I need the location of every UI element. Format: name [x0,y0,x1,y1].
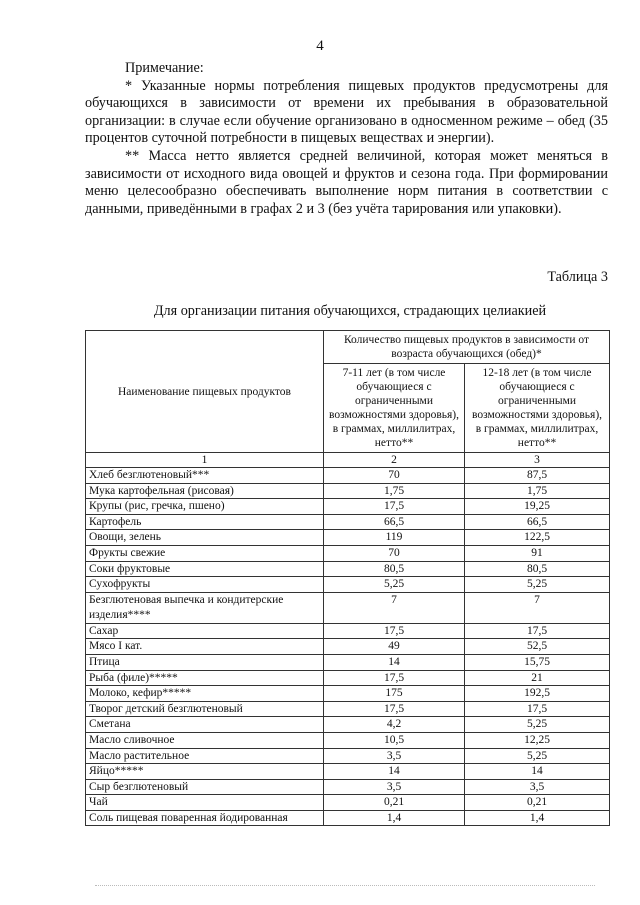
food-norms-table [85,330,610,826]
value-7-11-cell: 17,5 [324,670,465,686]
note-paragraph-1: * Указанные нормы потребления пищевых продуктов предусмотрены для обучающихся в зависимости от времени их пребывания в образовательной организации: в случае если обучение организовано в односменном режиме – обед (35 процентов суточной потребности в пищевых веществах и энергии). [85,77,608,147]
value-12-18-cell: 192,5 [465,686,610,702]
value-12-18-cell: 122,5 [465,530,610,546]
header-age-7-11: 7-11 лет (в том числе обучающиеся с ограниченными возможностями здоровья), в граммах, миллилитрах, нетто** [324,364,465,453]
value-7-11-cell: 66,5 [324,514,465,530]
value-12-18-cell: 1,4 [465,810,610,826]
value-12-18-cell: 52,5 [465,639,610,655]
table-row [86,686,610,702]
table-row [86,810,610,826]
product-name-cell: Яйцо***** [86,764,324,780]
product-name-cell: Крупы (рис, гречка, пшено) [86,499,324,515]
value-7-11-cell: 3,5 [324,748,465,764]
value-12-18-cell: 12,25 [465,732,610,748]
product-name-cell: Масло сливочное [86,732,324,748]
value-7-11-cell: 1,4 [324,810,465,826]
product-name-cell: Сухофрукты [86,577,324,593]
value-12-18-cell: 7 [465,592,610,623]
table-caption: Для организации питания обучающихся, страдающих целиакией [153,303,547,319]
value-12-18-cell: 80,5 [465,561,610,577]
value-7-11-cell: 7 [324,592,465,623]
value-12-18-cell: 21 [465,670,610,686]
table-row [86,654,610,670]
value-7-11-cell: 17,5 [324,623,465,639]
value-12-18-cell: 1,75 [465,483,610,499]
value-12-18-cell: 17,5 [465,701,610,717]
table-row [86,795,610,811]
table-row [86,670,610,686]
table-row [86,779,610,795]
product-name-cell: Сахар [86,623,324,639]
product-name-cell: Птица [86,654,324,670]
value-7-11-cell: 80,5 [324,561,465,577]
value-7-11-cell: 49 [324,639,465,655]
product-name-cell: Хлеб безглютеновый*** [86,468,324,484]
column-number-2: 2 [324,453,465,468]
table-label: Таблица 3 [547,269,608,285]
value-12-18-cell: 19,25 [465,499,610,515]
table-row [86,545,610,561]
product-name-cell: Мясо I кат. [86,639,324,655]
value-7-11-cell: 3,5 [324,779,465,795]
table-row [86,530,610,546]
header-product-name: Наименование пищевых продуктов [86,331,324,453]
note-section [85,60,608,218]
value-7-11-cell: 0,21 [324,795,465,811]
product-name-cell: Чай [86,795,324,811]
value-7-11-cell: 175 [324,686,465,702]
product-name-cell: Соль пищевая поваренная йодированная [86,810,324,826]
value-7-11-cell: 70 [324,545,465,561]
product-name-cell: Овощи, зелень [86,530,324,546]
table-row [86,764,610,780]
table-row [86,561,610,577]
table-row [86,592,610,623]
value-7-11-cell: 14 [324,764,465,780]
product-name-cell: Масло растительное [86,748,324,764]
column-number-1: 1 [86,453,324,468]
table-row [86,639,610,655]
table-row [86,483,610,499]
table-row [86,701,610,717]
product-name-cell: Молоко, кефир***** [86,686,324,702]
value-12-18-cell: 91 [465,545,610,561]
table-row [86,748,610,764]
table-row [86,732,610,748]
product-name-cell: Рыба (филе)***** [86,670,324,686]
value-12-18-cell: 17,5 [465,623,610,639]
value-7-11-cell: 1,75 [324,483,465,499]
header-quantity-group: Количество пищевых продуктов в зависимости от возраста обучающихся (обед)* [324,331,610,364]
bottom-scan-artifact-line [95,885,595,886]
value-12-18-cell: 3,5 [465,779,610,795]
value-7-11-cell: 70 [324,468,465,484]
value-7-11-cell: 14 [324,654,465,670]
value-7-11-cell: 17,5 [324,701,465,717]
value-12-18-cell: 0,21 [465,795,610,811]
table-row [86,577,610,593]
value-12-18-cell: 66,5 [465,514,610,530]
value-12-18-cell: 14 [465,764,610,780]
value-7-11-cell: 4,2 [324,717,465,733]
header-age-12-18: 12-18 лет (в том числе обучающиеся с ограниченными возможностями здоровья), в граммах, миллилитрах, нетто** [465,364,610,453]
value-12-18-cell: 5,25 [465,577,610,593]
value-7-11-cell: 17,5 [324,499,465,515]
page-number: 4 [316,38,324,54]
value-7-11-cell: 10,5 [324,732,465,748]
value-12-18-cell: 15,75 [465,654,610,670]
product-name-cell: Мука картофельная (рисовая) [86,483,324,499]
product-name-cell: Сметана [86,717,324,733]
value-12-18-cell: 87,5 [465,468,610,484]
product-name-cell: Сыр безглютеновый [86,779,324,795]
value-12-18-cell: 5,25 [465,717,610,733]
table-row [86,499,610,515]
product-name-cell: Соки фруктовые [86,561,324,577]
note-title: Примечание: [125,60,204,76]
product-name-cell: Творог детский безглютеновый [86,701,324,717]
table-row [86,468,610,484]
value-7-11-cell: 5,25 [324,577,465,593]
product-name-cell: Безглютеновая выпечка и кондитерские изделия**** [86,592,324,623]
value-7-11-cell: 119 [324,530,465,546]
table-row [86,717,610,733]
value-12-18-cell: 5,25 [465,748,610,764]
product-name-cell: Картофель [86,514,324,530]
note-paragraph-2: ** Масса нетто является средней величиной, которая может меняться в зависимости от исходного вида овощей и фруктов и сезона года. При формировании меню целесообразно обеспечивать выполнение норм питания в соответствии с данными, приведёнными в графах 2 и 3 (без учёта тарирования или упаковки). [85,147,608,217]
table-row [86,514,610,530]
column-number-3: 3 [465,453,610,468]
product-name-cell: Фрукты свежие [86,545,324,561]
table-row [86,623,610,639]
